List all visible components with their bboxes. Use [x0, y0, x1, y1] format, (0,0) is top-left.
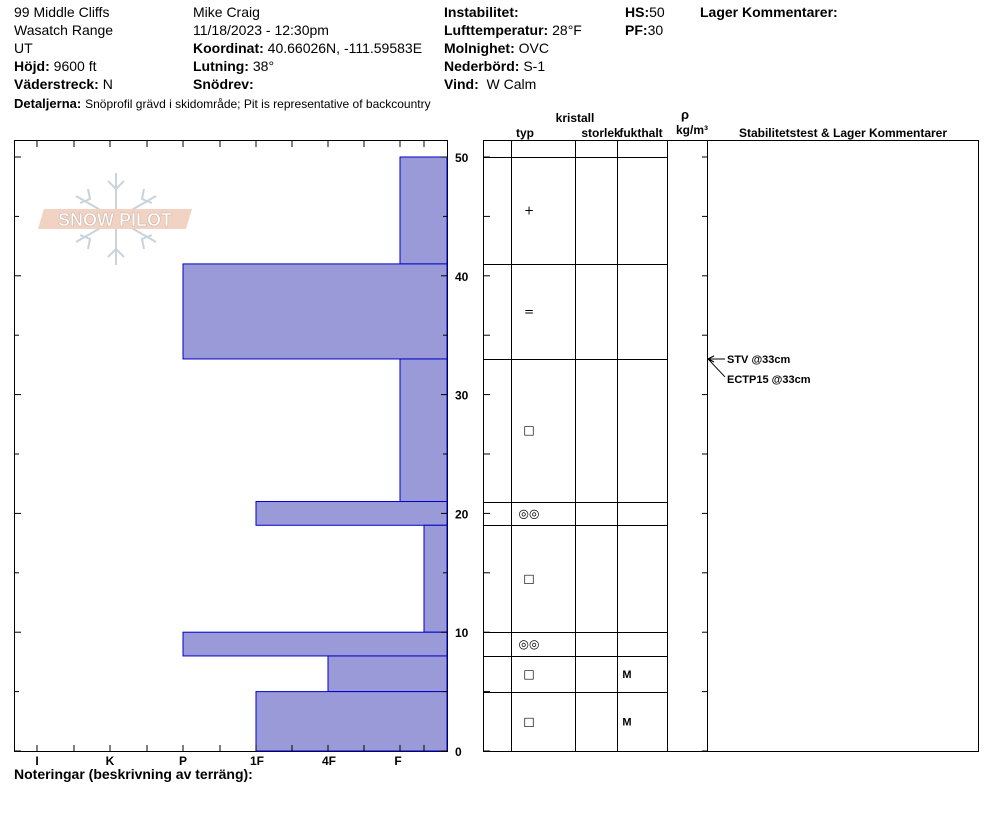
observer-name: Mike Craig	[193, 4, 260, 20]
hardness-label: 1F	[249, 754, 265, 768]
depth-label: 0	[455, 745, 462, 759]
snowdrift-label: Snödrev:	[193, 76, 254, 92]
observation-datetime: 11/18/2023 - 12:30pm	[193, 22, 329, 38]
range-name: Wasatch Range	[14, 22, 114, 38]
crystal-type-symbol: □	[523, 423, 535, 438]
hardness-bars	[183, 157, 447, 751]
sky-label: Molnighet:	[444, 40, 515, 56]
moisture-value: M	[622, 716, 632, 729]
sky-value: OVC	[518, 40, 549, 56]
hardness-label: F	[394, 754, 402, 768]
hardness-label: P	[178, 754, 188, 768]
pf-value: 30	[647, 22, 664, 38]
instability-label: Instabilitet:	[444, 4, 519, 20]
header-type: typ	[516, 126, 534, 140]
test-leader-line	[708, 359, 725, 377]
header-stability: Stabilitetstest & Lager Kommentarer	[738, 126, 948, 140]
aspect-label: Väderstreck:	[14, 76, 99, 92]
stability-tests	[708, 354, 811, 386]
moisture-value: M	[622, 668, 632, 681]
crystal-type-symbol: □	[523, 714, 535, 729]
crystal-type-symbol: □	[523, 571, 535, 586]
depth-label: 40	[455, 269, 469, 284]
pf-label: PF:	[625, 22, 648, 38]
airtemp-value: 28°F	[552, 22, 582, 38]
depth-label: 30	[455, 388, 469, 403]
header-crystal: kristall	[555, 111, 595, 125]
hs-label: HS:	[625, 4, 650, 20]
stability-test-label: ECTP15 @33cm	[727, 373, 811, 386]
layer-comments-label: Lager Kommentarer:	[700, 4, 838, 20]
hardness-bar-3	[256, 502, 447, 526]
header-density-unit: kg/m³	[675, 123, 709, 137]
coordinate-value: 40.66026N, -111.59583E	[267, 40, 423, 56]
notes-label: Noteringar (beskrivning av terräng):	[14, 766, 253, 782]
slope-value: 38°	[252, 58, 275, 74]
location-name: 99 Middle Cliffs	[14, 4, 110, 20]
hardness-bar-4	[424, 525, 447, 632]
coordinate-label: Koordinat:	[193, 40, 264, 56]
precip-value: S-1	[523, 58, 546, 74]
hardness-bar-5	[183, 632, 447, 656]
depth-label: 20	[455, 507, 469, 522]
header-rho: ρ	[680, 107, 690, 122]
details-value: Snöprofil grävd i skidområde; Pit is representative of backcountry	[85, 97, 431, 111]
hardness-bar-0	[400, 157, 447, 264]
snowpilot-logo	[38, 173, 192, 265]
hardness-label: 4F	[321, 754, 337, 768]
layer-table-frame	[484, 141, 979, 752]
aspect-value: N	[102, 76, 113, 92]
hardness-tick-labels	[35, 754, 401, 768]
crystal-type-symbol: ◎◎	[518, 637, 540, 652]
header-moisture: fukthalt	[619, 126, 663, 140]
crystal-type-symbol: =	[523, 304, 535, 319]
stability-test-label: STV @33cm	[727, 353, 791, 366]
hardness-label: I	[35, 754, 39, 768]
hs-value: 50	[649, 4, 665, 20]
slope-label: Lutning:	[193, 58, 249, 74]
wind-label: Vind:	[444, 76, 479, 92]
depth-label: 10	[455, 626, 469, 641]
hardness-bar-7	[256, 692, 447, 751]
logo-text: SNOW PILOT	[58, 210, 172, 230]
depth-label: 50	[455, 151, 469, 165]
elevation-label: Höjd:	[14, 58, 50, 74]
depth-tick-labels	[455, 151, 469, 759]
table-columns	[512, 141, 708, 751]
hardness-label: K	[105, 754, 115, 768]
hardness-bar-6	[328, 656, 447, 692]
crystal-type-symbol: ◎◎	[518, 506, 540, 521]
airtemp-label: Lufttemperatur:	[444, 22, 549, 38]
header-size: storlek	[581, 126, 621, 140]
crystal-type-symbol: +	[523, 203, 535, 218]
elevation-value: 9600 ft	[53, 58, 97, 74]
hardness-bar-1	[183, 264, 447, 359]
precip-label: Nederbörd:	[444, 58, 520, 74]
hardness-bar-2	[400, 359, 447, 502]
details-label: Detaljerna:	[14, 96, 82, 111]
wind-value: W Calm	[486, 76, 537, 92]
crystal-type-symbol: □	[523, 666, 535, 681]
state-name: UT	[14, 40, 33, 56]
